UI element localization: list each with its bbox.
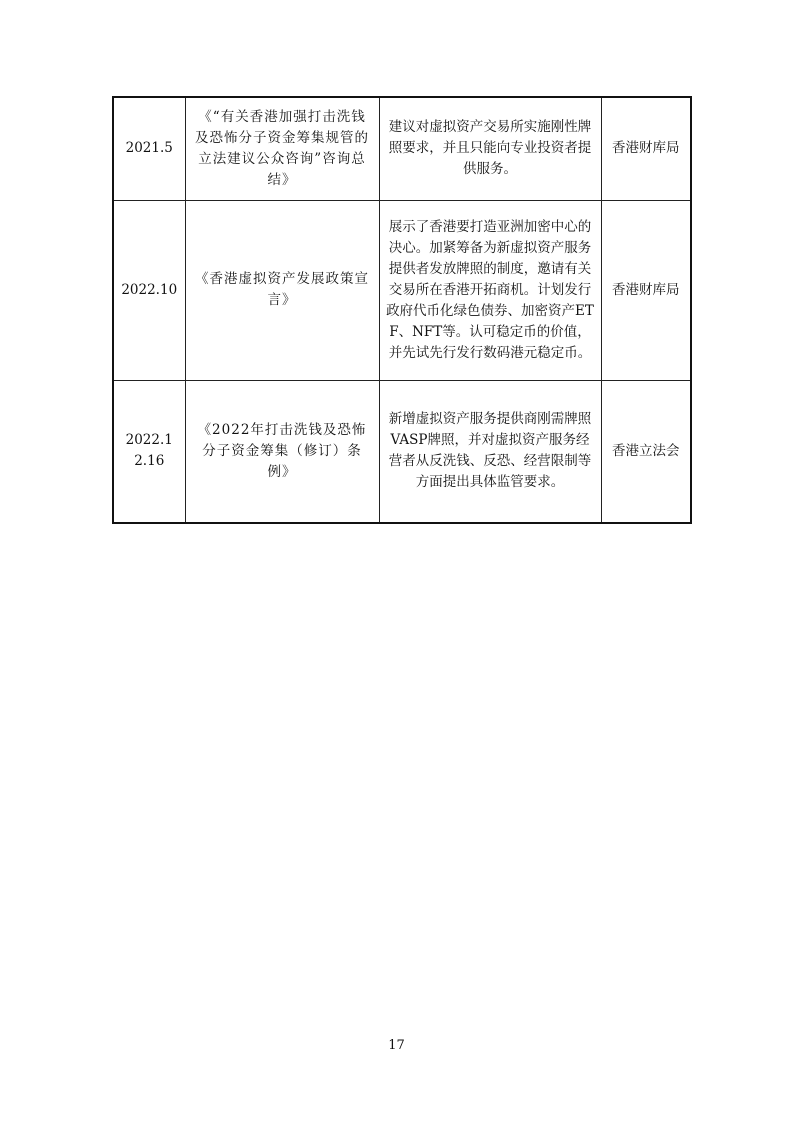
issuer-cell: 香港立法会 <box>601 380 691 523</box>
table-row <box>113 380 691 523</box>
document-cell: 《“有关香港加强打击洗钱及恐怖分子资金筹集规管的立法建议公众咨询”咨询总结》 <box>185 97 379 200</box>
page-number: 17 <box>388 1038 405 1053</box>
content-cell: 展示了香港要打造亚洲加密中心的决心。加紧筹备为新虚拟资产服务提供者发放牌照的制度，邀请有关交易所在香港开拓商机。计划发行政府代币化绿色债券、加密资产ETF、NFT等。认可稳定币的价值，并先试先行发行数码港元稳定币。 <box>379 200 601 380</box>
date-cell: 2022.12.16 <box>113 380 185 523</box>
date-cell: 2021.5 <box>113 97 185 200</box>
issuer-cell: 香港财库局 <box>601 200 691 380</box>
policy-table <box>112 96 692 524</box>
content-cell: 新增虚拟资产服务提供商刚需牌照VASP牌照，并对虚拟资产服务经营者从反洗钱、反恐、经营限制等方面提出具体监管要求。 <box>379 380 601 523</box>
table-row <box>113 200 691 380</box>
document-cell: 《香港虚拟资产发展政策宣言》 <box>185 200 379 380</box>
date-cell: 2022.10 <box>113 200 185 380</box>
content-cell: 建议对虚拟资产交易所实施刚性牌照要求，并且只能向专业投资者提供服务。 <box>379 97 601 200</box>
issuer-cell: 香港财库局 <box>601 97 691 200</box>
table-row <box>113 97 691 200</box>
document-cell: 《2022年打击洗钱及恐怖分子资金筹集（修订）条例》 <box>185 380 379 523</box>
